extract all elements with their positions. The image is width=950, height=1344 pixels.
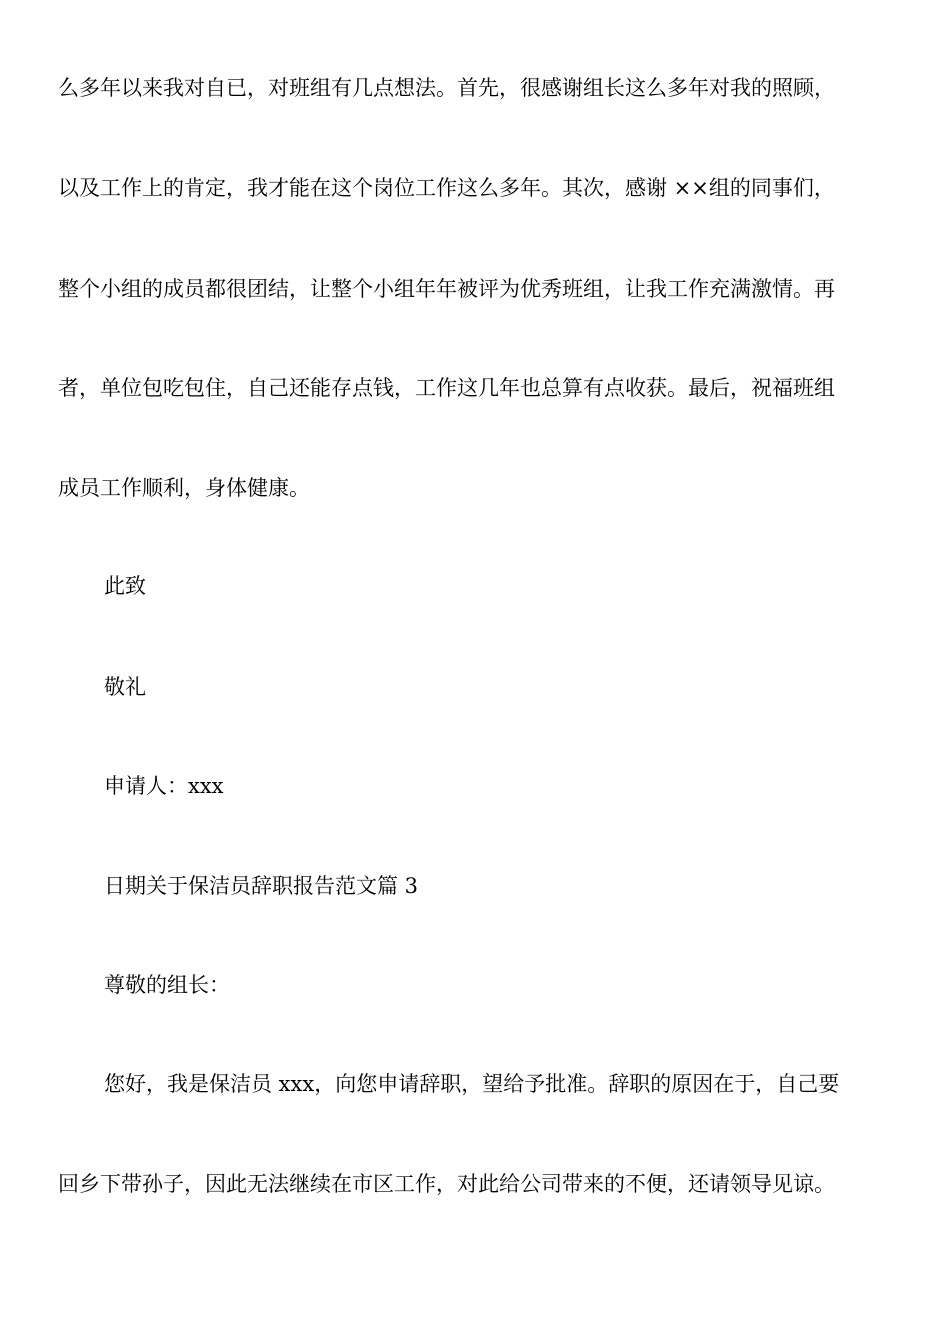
paragraph-line: 您好，我是保洁员 xxx，向您申请辞职，望给予批准。辞职的原因在于，自己要: [104, 1072, 840, 1096]
closing-salutation: 此致: [104, 574, 146, 598]
paragraph-line: 整个小组的成员都很团结，让整个小组年年被评为优秀班组，让我工作充满激情。再: [58, 277, 835, 301]
paragraph-line: 者，单位包吃包住，自己还能存点钱，工作这几年也总算有点收获。最后，祝福班组: [58, 376, 835, 400]
letter-greeting: 尊敬的组长：: [104, 973, 230, 997]
paragraph-line: 回乡下带孙子，因此无法继续在市区工作，对此给公司带来的不便，还请领导见谅。: [58, 1172, 835, 1196]
paragraph-line: 以及工作上的肯定，我才能在这个岗位工作这么多年。其次，感谢 ××组的同事们，: [58, 176, 835, 200]
paragraph-line: 么多年以来我对自已，对班组有几点想法。首先，很感谢组长这么多年对我的照顾，: [58, 76, 835, 100]
applicant-signature: 申请人：xxx: [104, 774, 224, 798]
paragraph-line: 成员工作顺利，身体健康。: [58, 476, 310, 500]
closing-regards: 敬礼: [104, 675, 146, 699]
date-and-section-title: 日期关于保洁员辞职报告范文篇 3: [104, 874, 419, 898]
